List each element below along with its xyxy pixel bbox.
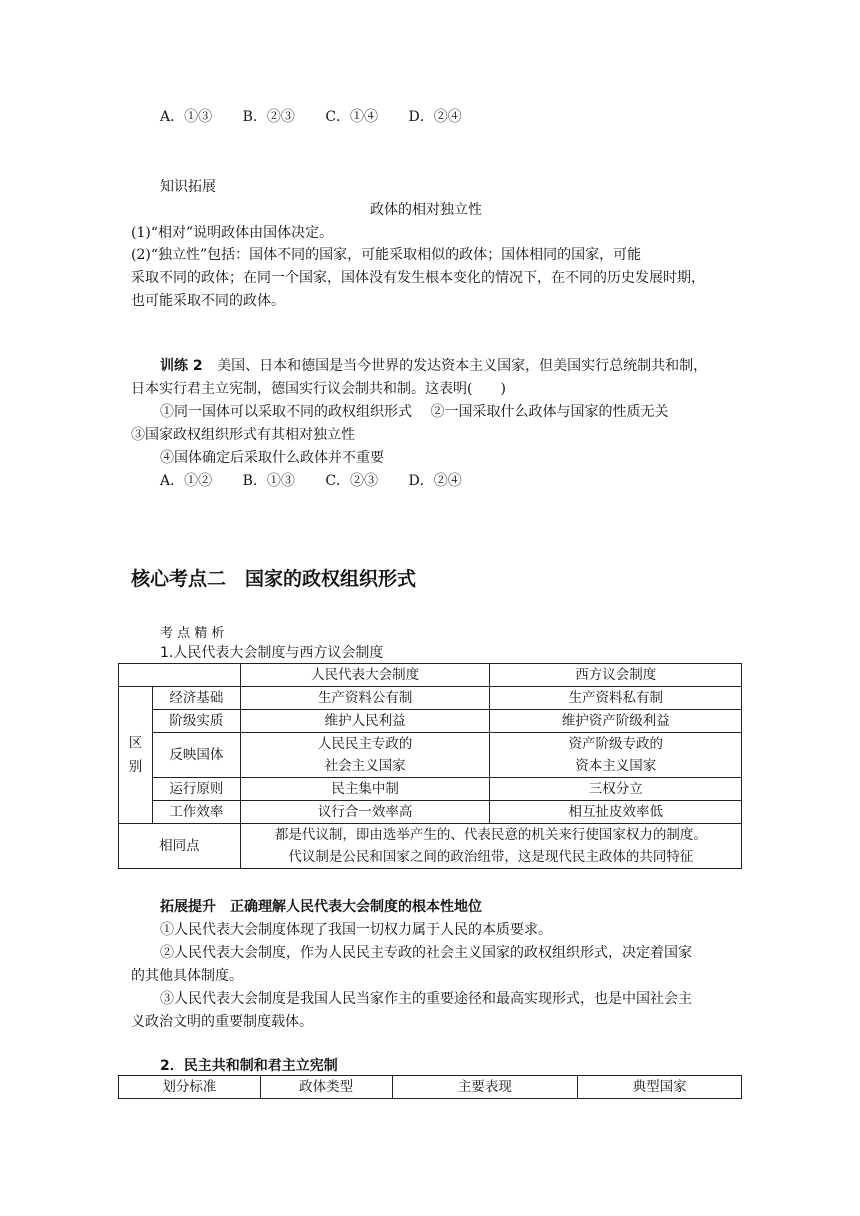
common-text: 都是代议制，即由选举产生的、代表民意的机关来行使国家权力的制度。 代议制是公民和国家之间的政治纽带，这是现代民主政体的共同特征 — [240, 824, 741, 869]
table-row — [119, 687, 742, 710]
row-western: 生产资料私有制 — [490, 687, 742, 710]
expand-p2-line1: ②人民代表大会制度，作为人民民主专政的社会主义国家的政权组织形式，决定着国家 — [160, 945, 692, 961]
option-d: D．②④ — [408, 109, 462, 125]
row-key: 反映国体 — [152, 733, 240, 778]
row-npc: 议行合一效率高 — [240, 801, 490, 824]
row-western: 相互扯皮效率低 — [490, 801, 742, 824]
table-row-common — [119, 824, 742, 869]
row-npc: 维护人民利益 — [240, 710, 490, 733]
row-key: 经济基础 — [152, 687, 240, 710]
row-npc: 生产资料公有制 — [240, 687, 490, 710]
expand-p3-line1: ③人民代表大会制度是我国人民当家作主的重要途径和最高实现形式，也是中国社会主 — [160, 991, 692, 1007]
table-row — [119, 801, 742, 824]
row-key: 运行原则 — [152, 778, 240, 801]
row-key: 工作效率 — [152, 801, 240, 824]
row-western: 资产阶级专政的 资本主义国家 — [490, 733, 742, 778]
header-npc: 人民代表大会制度 — [240, 664, 490, 687]
option-c: C．①④ — [325, 109, 379, 125]
table2-header: 主要表现 — [392, 1076, 578, 1099]
comparison-table — [118, 663, 742, 869]
training2-items-1-2 — [160, 401, 668, 421]
knowledge-p2-line3: 也可能采取不同的政体。 — [131, 293, 285, 309]
row-western: 维护资产阶级利益 — [490, 710, 742, 733]
option-a: A．①③ — [160, 109, 213, 125]
training2-line1 — [160, 355, 707, 375]
common-label: 相同点 — [119, 824, 241, 869]
expand-p3-line2: 义政治文明的重要制度载体。 — [131, 1014, 313, 1030]
knowledge-p2-line2: 采取不同的政体；在同一个国家，国体没有发生根本变化的情况下，在不同的历史发展时期， — [131, 270, 705, 286]
expand-p2-line2: 的其他具体制度。 — [131, 968, 243, 984]
row-key: 阶级实质 — [152, 710, 240, 733]
group-label: 区 别 — [119, 687, 153, 824]
training2-item3: ③国家政权组织形式有其相对独立性 — [131, 427, 355, 443]
row-npc: 民主集中制 — [240, 778, 490, 801]
section-sub: 考 点 精 析 — [160, 626, 225, 641]
training2-label: 训练 2 — [160, 358, 203, 374]
table-header-row — [119, 664, 742, 687]
table2-title: 2．民主共和制和君主立宪制 — [160, 1058, 338, 1074]
option-b: B．②③ — [242, 109, 295, 125]
table1-title: 1.人民代表大会制度与西方议会制度 — [160, 645, 384, 661]
table2-header: 典型国家 — [578, 1076, 742, 1099]
table-corner — [119, 664, 241, 687]
knowledge-label: 知识拓展 — [160, 179, 216, 195]
table2 — [118, 1075, 742, 1099]
row-npc: 人民民主专政的 社会主义国家 — [240, 733, 490, 778]
knowledge-title: 政体的相对独立性 — [370, 202, 482, 218]
training2-item2: ②一国采取什么政体与国家的性质无关 — [430, 404, 669, 420]
table2-header-row — [119, 1076, 742, 1099]
table2-header: 政体类型 — [260, 1076, 392, 1099]
option-c: C．②③ — [325, 473, 379, 489]
section-heading: 核心考点二 国家的政权组织形式 — [131, 568, 417, 590]
training2-stem1: 美国、日本和德国是当今世界的发达资本主义国家，但美国实行总统制共和制， — [217, 358, 708, 374]
table-row — [119, 778, 742, 801]
table-row — [119, 710, 742, 733]
training2-stem2: 日本实行君主立宪制，德国实行议会制共和制。这表明( ) — [131, 381, 506, 397]
option-d: D．②④ — [408, 473, 462, 489]
option-b: B．①③ — [242, 473, 295, 489]
table-row — [119, 733, 742, 778]
training2-item1: ①同一国体可以采取不同的政权组织形式 — [160, 404, 412, 420]
question1-options — [160, 106, 488, 126]
option-a: A．①② — [160, 473, 213, 489]
training2-options — [160, 470, 488, 490]
header-western: 西方议会制度 — [490, 664, 742, 687]
table2-header: 划分标准 — [119, 1076, 261, 1099]
expand-p1: ①人民代表大会制度体现了我国一切权力属于人民的本质要求。 — [160, 922, 552, 938]
knowledge-p1: (1)“相对”说明政体由国体决定。 — [131, 225, 334, 241]
expand-title: 拓展提升 正确理解人民代表大会制度的根本性地位 — [160, 899, 482, 915]
row-western: 三权分立 — [490, 778, 742, 801]
knowledge-p2-line1: (2)“独立性”包括：国体不同的国家，可能采取相似的政体；国体相同的国家，可能 — [131, 247, 642, 263]
training2-item4: ④国体确定后采取什么政体并不重要 — [160, 450, 384, 466]
